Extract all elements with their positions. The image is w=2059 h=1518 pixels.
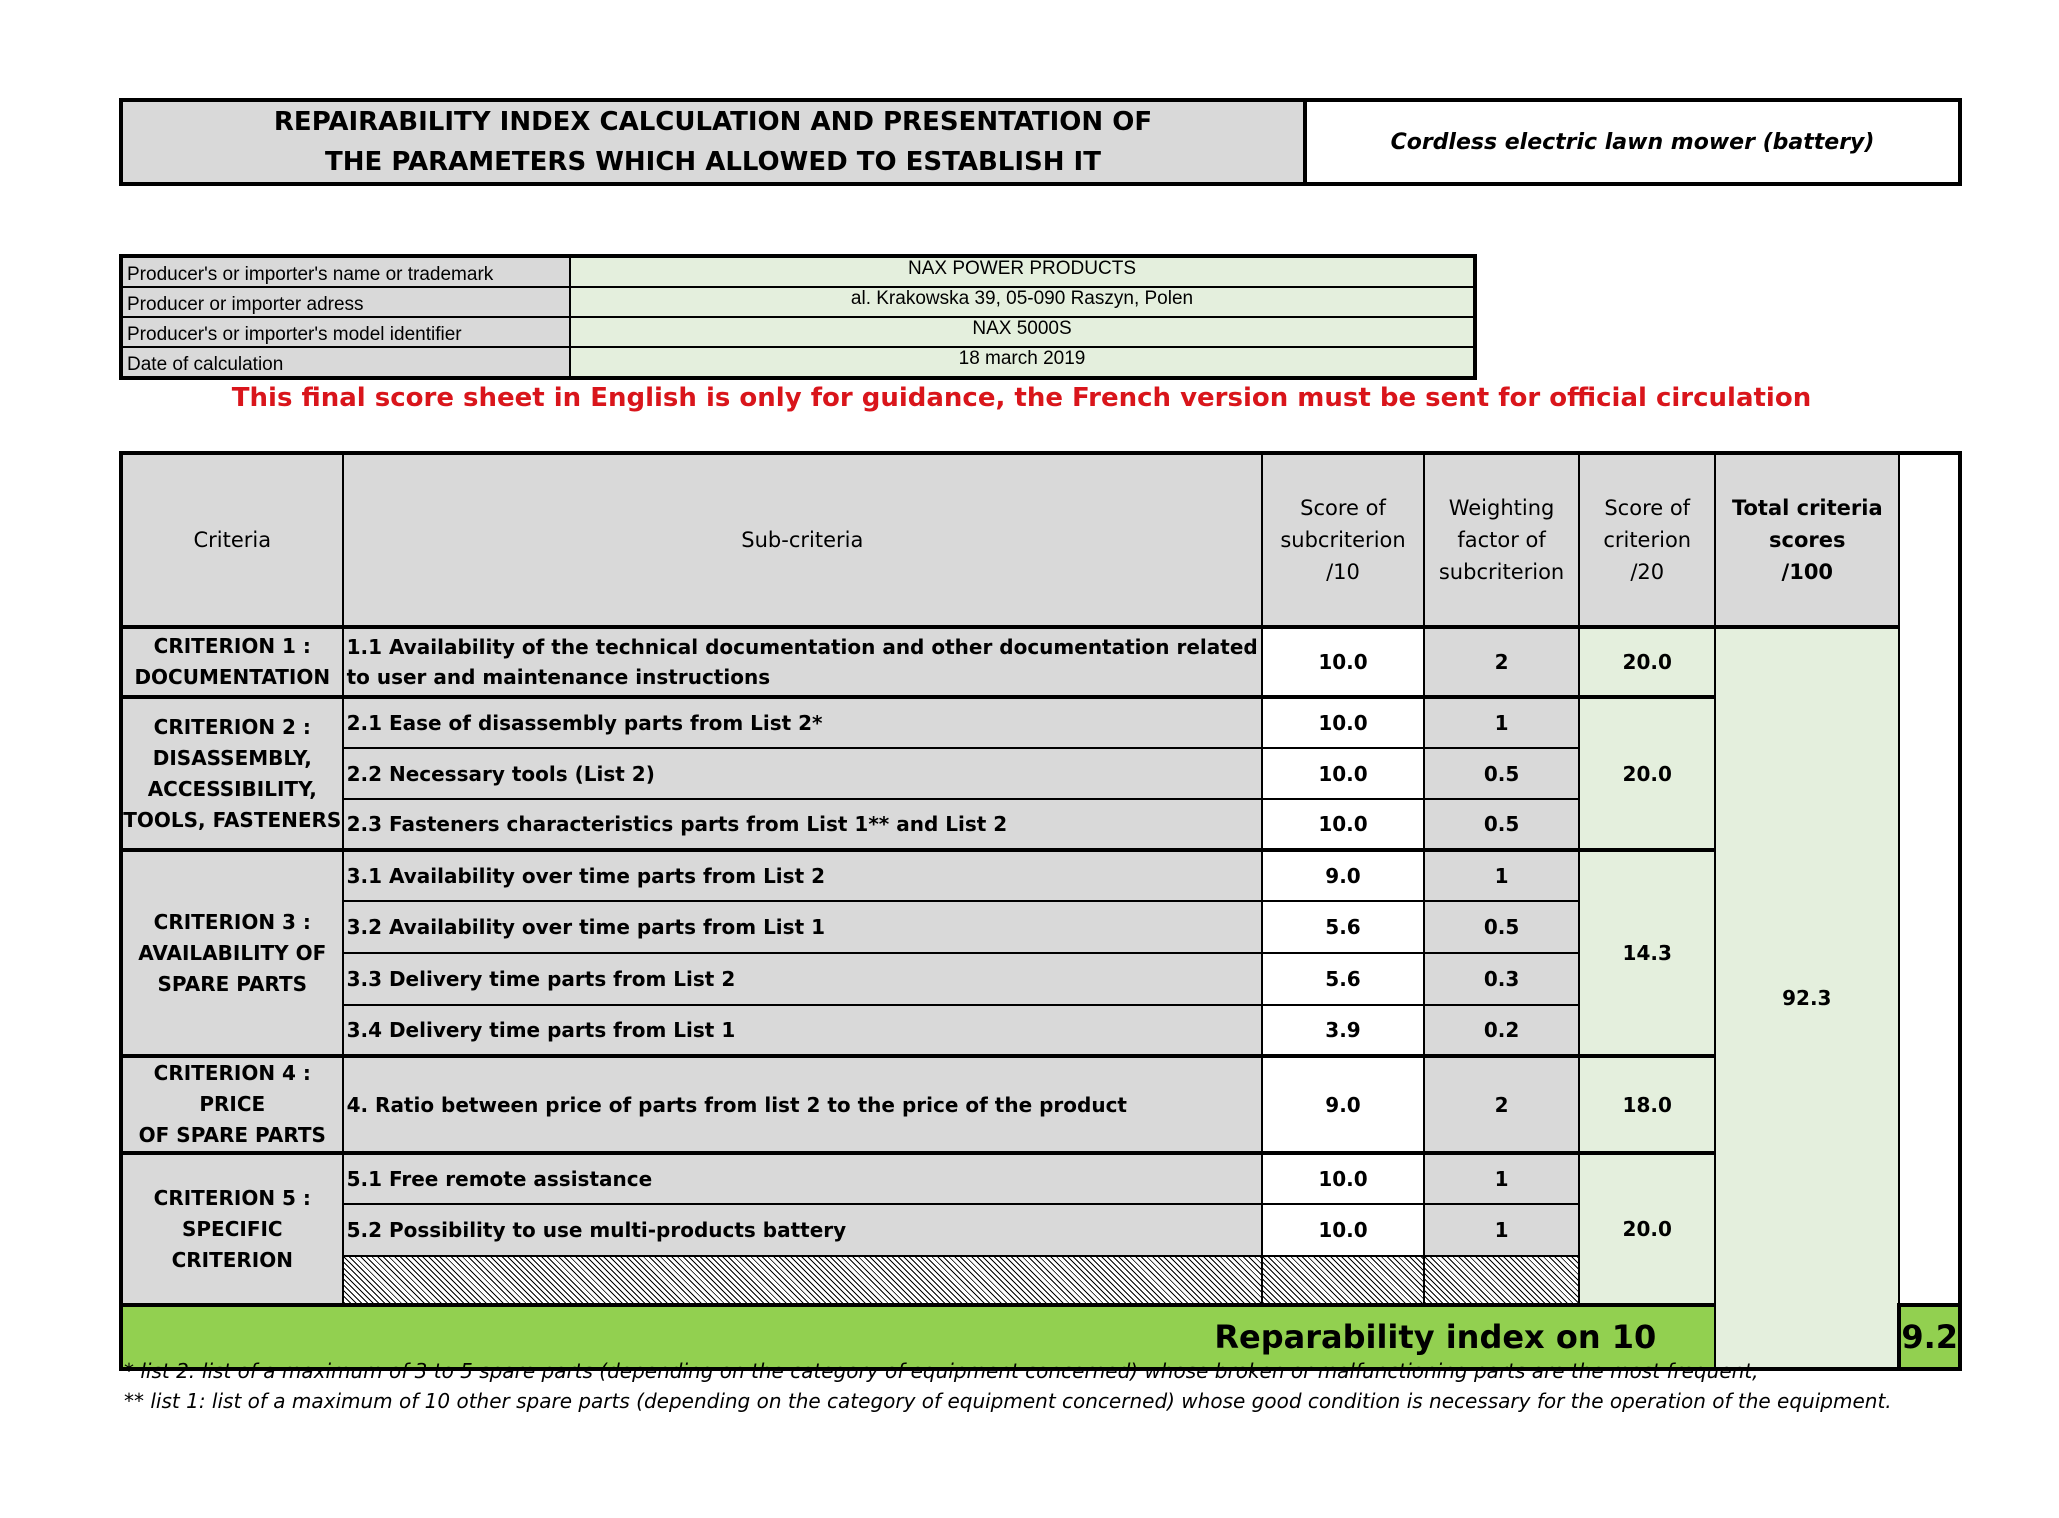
criterion-name: CRITERION 5 : SPECIFIC CRITERION [121, 1153, 343, 1305]
criterion-name: CRITERION 3 : AVAILABILITY OF SPARE PARTS [121, 850, 343, 1056]
subcriterion-score: 9.0 [1262, 1056, 1424, 1153]
criterion-score: 18.0 [1579, 1056, 1715, 1153]
title-line-2: THE PARAMETERS WHICH ALLOWED TO ESTABLISH IT [325, 147, 1101, 177]
subcriterion-score: 3.9 [1262, 1005, 1424, 1056]
reparability-index-label: Reparability index on 10 [121, 1305, 1715, 1369]
score-table [119, 451, 1962, 1371]
subcriterion-label: 5.2 Possibility to use multi-products battery [343, 1204, 1263, 1256]
info-row [121, 317, 1475, 347]
col-total: Total criteria scores /100 [1715, 453, 1899, 627]
info-row [121, 287, 1475, 317]
subcriterion-score: 10.0 [1262, 1153, 1424, 1204]
subcriterion-score: 10.0 [1262, 748, 1424, 799]
info-value: 18 march 2019 [570, 347, 1475, 378]
subcriterion-weight: 1 [1424, 850, 1579, 901]
col-score-sub: Score of subcriterion /10 [1262, 453, 1424, 627]
info-value: NAX POWER PRODUCTS [570, 256, 1475, 287]
subcriterion-weight: 2 [1424, 1056, 1579, 1153]
info-label: Producer's or importer's model identifier [121, 317, 570, 347]
guidance-notice: This final score sheet in English is only for guidance, the French version must be sent for official circulation [231, 383, 1812, 413]
subcriterion-label: 2.2 Necessary tools (List 2) [343, 748, 1263, 799]
subcriterion-label: 1.1 Availability of the technical documentation and other documentation related to user and maintenance instructions [343, 627, 1263, 697]
criterion-score: 14.3 [1579, 850, 1715, 1056]
col-weight: Weighting factor of subcriterion [1424, 453, 1579, 627]
subcriterion-score: 5.6 [1262, 953, 1424, 1005]
subcriterion-score: 10.0 [1262, 799, 1424, 850]
criterion-score: 20.0 [1579, 1153, 1715, 1305]
table-row [121, 850, 1960, 901]
subcriterion-weight: 1 [1424, 1153, 1579, 1204]
info-row [121, 347, 1475, 378]
sheet-title [121, 100, 1305, 184]
criterion-score: 20.0 [1579, 697, 1715, 850]
info-value: al. Krakowska 39, 05-090 Raszyn, Polen [570, 287, 1475, 317]
subcriterion-label: 2.1 Ease of disassembly parts from List 2* [343, 697, 1263, 748]
info-value: NAX 5000S [570, 317, 1475, 347]
footnotes [124, 1356, 1892, 1416]
total-criteria-score: 92.3 [1715, 627, 1899, 1369]
col-subcriteria: Sub-criteria [343, 453, 1263, 627]
subcriterion-label: 3.4 Delivery time parts from List 1 [343, 1005, 1263, 1056]
col-criteria: Criteria [121, 453, 343, 627]
subcriterion-weight: 0.3 [1424, 953, 1579, 1005]
info-label: Date of calculation [121, 347, 570, 378]
criterion-score: 20.0 [1579, 627, 1715, 697]
subcriterion-label: 3.3 Delivery time parts from List 2 [343, 953, 1263, 1005]
subcriterion-label: 2.3 Fasteners characteristics parts from List 1** and List 2 [343, 799, 1263, 850]
table-row [121, 627, 1960, 697]
subcriterion-weight: 1 [1424, 1204, 1579, 1256]
hatched-cell [343, 1256, 1263, 1305]
producer-info-table [119, 254, 1477, 380]
table-row [121, 697, 1960, 748]
table-row [121, 1153, 1960, 1204]
reparability-index-value: 9.2 [1899, 1305, 1960, 1369]
col-score-crit: Score of criterion /20 [1579, 453, 1715, 627]
criterion-name: CRITERION 2 : DISASSEMBLY, ACCESSIBILITY, TOOLS, FASTENERS [121, 697, 343, 850]
criterion-name: CRITERION 1 : DOCUMENTATION [121, 627, 343, 697]
subcriterion-score: 5.6 [1262, 901, 1424, 953]
subcriterion-weight: 0.2 [1424, 1005, 1579, 1056]
subcriterion-label: 4. Ratio between price of parts from list 2 to the price of the product [343, 1056, 1263, 1153]
subcriterion-label: 5.1 Free remote assistance [343, 1153, 1263, 1204]
hatched-cell [1262, 1256, 1424, 1305]
subcriterion-weight: 0.5 [1424, 799, 1579, 850]
footnote-list1: ** list 1: list of a maximum of 10 other spare parts (depending on the category of equipment concerned) whose good condition is necessary for the operation of the equipment. [124, 1389, 1892, 1413]
title-line-1: REPAIRABILITY INDEX CALCULATION AND PRESENTATION OF [273, 107, 1153, 137]
info-row [121, 256, 1475, 287]
subcriterion-weight: 0.5 [1424, 901, 1579, 953]
column-headers [121, 453, 1960, 627]
subcriterion-score: 9.0 [1262, 850, 1424, 901]
subcriterion-weight: 1 [1424, 697, 1579, 748]
subcriterion-label: 3.1 Availability over time parts from List 2 [343, 850, 1263, 901]
criterion-name: CRITERION 4 : PRICE OF SPARE PARTS [121, 1056, 343, 1153]
info-label: Producer or importer adress [121, 287, 570, 317]
table-row [121, 1056, 1960, 1153]
subcriterion-weight: 2 [1424, 627, 1579, 697]
subcriterion-weight: 0.5 [1424, 748, 1579, 799]
subcriterion-score: 10.0 [1262, 697, 1424, 748]
hatched-cell [1424, 1256, 1579, 1305]
subcriterion-label: 3.2 Availability over time parts from List 1 [343, 901, 1263, 953]
subcriterion-score: 10.0 [1262, 627, 1424, 697]
product-category: Cordless electric lawn mower (battery) [1305, 100, 1960, 184]
subcriterion-score: 10.0 [1262, 1204, 1424, 1256]
footnote-list2: * list 2: list of a maximum of 3 to 5 spare parts (depending on the category of equipment concerned) whose broken or malfunctioning parts are the most frequent; [124, 1359, 1759, 1383]
info-label: Producer's or importer's name or trademark [121, 256, 570, 287]
header-table [119, 98, 1962, 186]
